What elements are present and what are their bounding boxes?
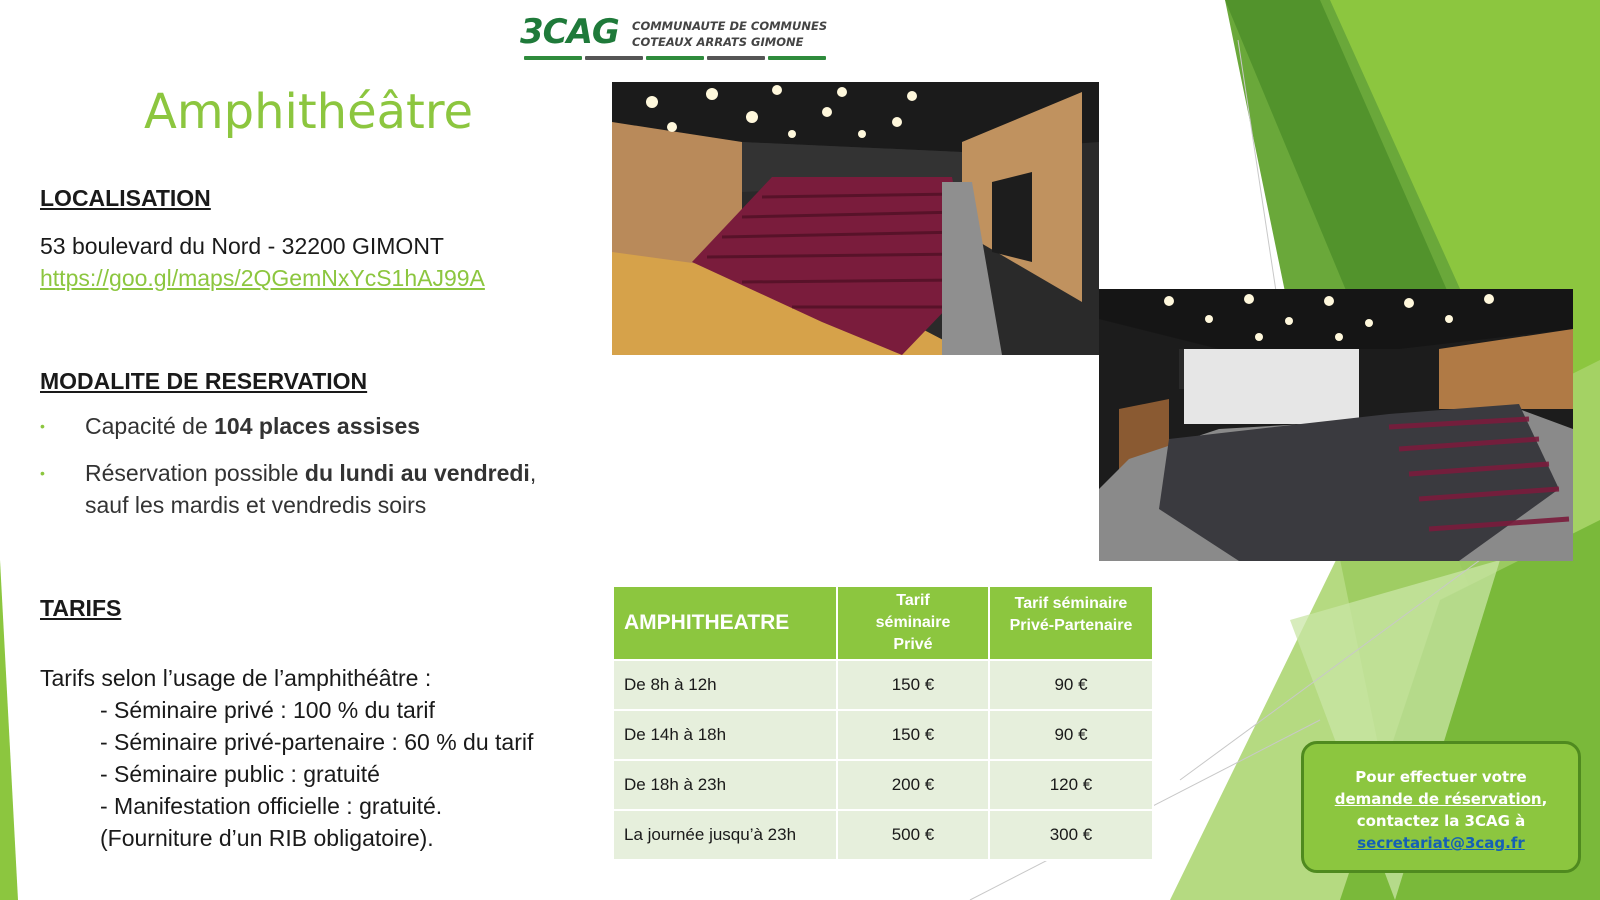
table-cell: 200 € [837, 760, 989, 810]
logo-bars [524, 56, 826, 61]
tarif-line: - Manifestation officielle : gratuité. [100, 793, 443, 819]
table-cell: 150 € [837, 710, 989, 760]
table-row [613, 760, 1153, 810]
tarif-note: (Fourniture d’un RIB obligatoire). [100, 825, 434, 851]
table-header-cell: AMPHITHEATRE [613, 586, 837, 660]
tarifs-heading: TARIFS [40, 595, 122, 621]
contact-box [1301, 741, 1581, 873]
table-row [613, 810, 1153, 860]
table-header-cell: Tarif séminaire Privé [837, 586, 989, 660]
logo-3cag [520, 12, 830, 62]
email-link[interactable]: secretariat@3cag.fr [1357, 834, 1525, 852]
table-cell: 500 € [837, 810, 989, 860]
table-header-row [613, 586, 1153, 660]
list-item: • Réservation possible du lundi au vendredi, sauf les mardis et vendredis soirs [40, 457, 600, 521]
table-cell: De 14h à 18h [613, 710, 837, 760]
price-table [612, 585, 1154, 861]
reservation-list [40, 410, 600, 536]
table-row [613, 710, 1153, 760]
table-cell: 120 € [989, 760, 1153, 810]
contact-line2: demande de réservation, [1334, 790, 1548, 808]
table-cell: 90 € [989, 710, 1153, 760]
localisation-heading: LOCALISATION [40, 185, 211, 211]
table-header-cell: Tarif séminaire Privé-Partenaire [989, 586, 1153, 660]
tarifs-intro: Tarifs selon l’usage de l’amphithéâtre : [40, 665, 432, 691]
table-cell: 300 € [989, 810, 1153, 860]
table-cell: La journée jusqu’à 23h [613, 810, 837, 860]
map-link[interactable]: https://goo.gl/maps/2QGemNxYcS1hAJ99A [40, 265, 485, 291]
tarifs-text [40, 662, 533, 854]
table-cell: De 18h à 23h [613, 760, 837, 810]
address-text: 53 boulevard du Nord - 32200 GIMONT [40, 233, 444, 259]
logo-text [632, 18, 827, 50]
tarif-line: - Séminaire public : gratuité [100, 761, 380, 787]
contact-line3: contactez la 3CAG à [1356, 812, 1526, 830]
page-title: Amphithéâtre [144, 84, 474, 140]
logo-line1: COMMUNAUTE DE COMMUNES [632, 19, 828, 33]
logo-mark: 3CAG [520, 12, 619, 52]
list-item: • Capacité de 104 places assises [40, 410, 600, 442]
table-cell: 90 € [989, 660, 1153, 710]
bullet-icon: • [40, 465, 45, 481]
table-cell: 150 € [837, 660, 989, 710]
contact-line1: Pour effectuer votre [1355, 768, 1527, 786]
reservation-heading: MODALITE DE RESERVATION [40, 368, 368, 394]
bullet-icon: • [40, 418, 45, 434]
amphitheatre-photo-bottom [1099, 289, 1573, 561]
amphitheatre-photo-top [612, 82, 1099, 355]
logo-line2: COTEAUX ARRATS GIMONE [632, 35, 804, 49]
tarif-line: - Séminaire privé : 100 % du tarif [100, 697, 435, 723]
table-row [613, 660, 1153, 710]
reservation-request-link[interactable]: demande de réservation [1334, 790, 1542, 808]
tarif-line: - Séminaire privé-partenaire : 60 % du tarif [100, 729, 534, 755]
table-cell: De 8h à 12h [613, 660, 837, 710]
